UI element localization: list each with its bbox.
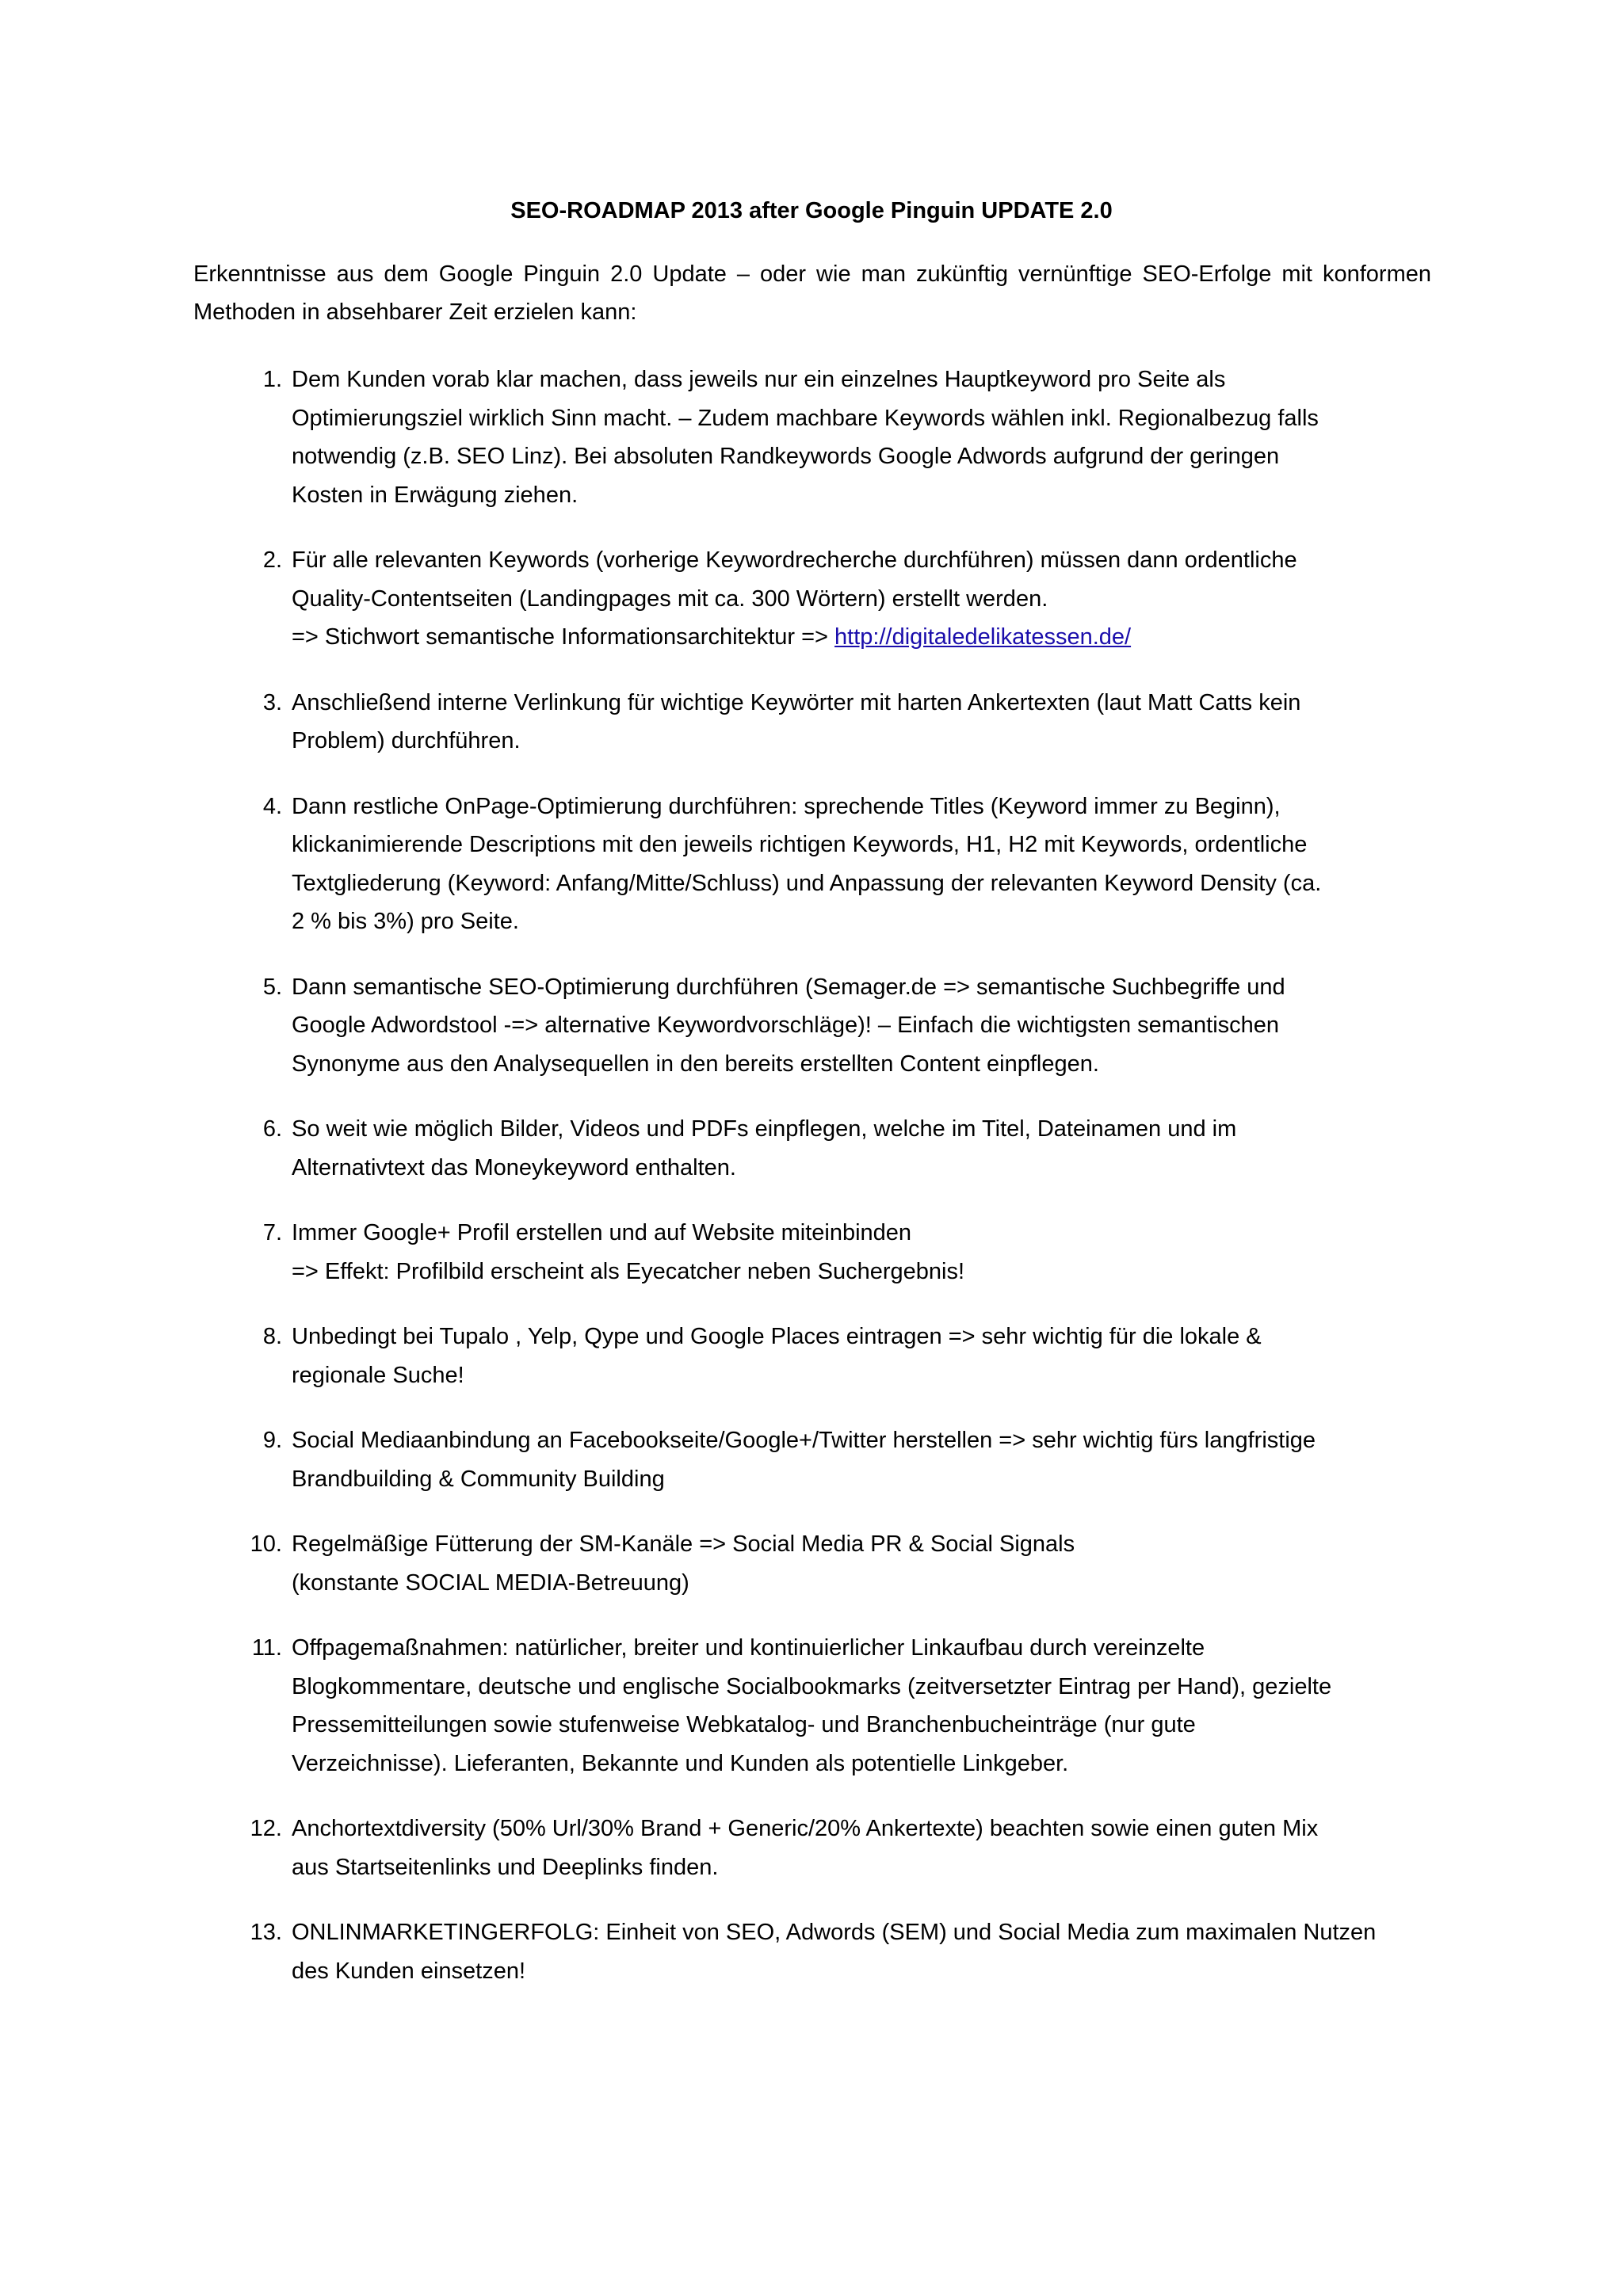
list-item-line <box>292 1564 1431 1603</box>
list-item-line <box>292 360 1431 399</box>
list-item-number: 3. <box>262 689 282 715</box>
list-item-line <box>292 968 1431 1007</box>
list-item-line <box>292 618 1431 657</box>
list-item-text: Social Mediaanbindung an Facebookseite/Google+/Twitter herstellen => sehr wichtig fürs langfristige <box>292 1428 1316 1453</box>
list-item-line <box>292 1045 1431 1084</box>
list-item-line <box>292 476 1431 515</box>
list-item <box>193 1629 1431 1783</box>
list-item-line <box>292 1745 1431 1783</box>
list-item-number: 2. <box>262 547 282 573</box>
list-item-line <box>292 684 1431 723</box>
list-item-text: Immer Google+ Profil erstellen und auf Website miteinbinden <box>292 1220 912 1245</box>
list-item-text: Quality-Contentseiten (Landingpages mit ca. 300 Wörtern) erstellt werden. <box>292 585 1048 612</box>
list-item-text: Brandbuilding & Community Building <box>292 1466 665 1492</box>
list-item <box>193 1110 1431 1187</box>
list-item <box>193 1421 1431 1498</box>
list-item-number: 6. <box>262 1116 282 1142</box>
list-item-text: Dann restliche OnPage-Optimierung durchführen: sprechende Titles (Keyword immer zu Beginn), <box>292 793 1281 819</box>
list-item-text: Anschließend interne Verlinkung für wichtige Keywörter mit harten Ankertexten (laut Matt Catts kein <box>292 689 1301 715</box>
list-item-text: Textgliederung (Keyword: Anfang/Mitte/Schluss) und Anpassung der relevanten Keyword Density (ca. <box>292 870 1322 896</box>
list-item-number: 10. <box>250 1531 282 1557</box>
list-item-number: 4. <box>262 793 282 819</box>
list-item-text: Für alle relevanten Keywords (vorherige Keywordrecherche durchführen) müssen dann ordentliche <box>292 547 1297 573</box>
roadmap-list <box>193 360 1431 2017</box>
list-item-text: => Effekt: Profilbild erscheint als Eyecatcher neben Suchergebnis! <box>292 1258 965 1284</box>
list-item-line <box>292 1525 1431 1564</box>
list-item-number: 11. <box>251 1635 282 1661</box>
list-item-number: 13. <box>250 1920 282 1945</box>
list-item-line <box>292 826 1431 864</box>
list-item <box>193 541 1431 657</box>
list-item-line <box>292 580 1431 619</box>
list-item-text: Unbedingt bei Tupalo , Yelp, Qype und Google Places eintragen => sehr wichtig für die lokale & <box>292 1324 1262 1349</box>
list-item-text: 2 % bis 3%) pro Seite. <box>292 909 519 934</box>
list-item <box>193 1810 1431 1886</box>
list-item-line <box>292 902 1431 941</box>
list-item-number: 5. <box>262 974 282 1000</box>
list-item-number: 9. <box>262 1428 282 1453</box>
list-item-line <box>292 1110 1431 1149</box>
list-item-line <box>292 399 1431 438</box>
list-item-line <box>292 1253 1431 1291</box>
list-item-line <box>292 1006 1431 1045</box>
list-item-text: Pressemitteilungen sowie stufenweise Webkatalog- und Branchenbucheinträge (nur gute <box>292 1712 1196 1737</box>
list-item-text: des Kunden einsetzen! <box>292 1958 526 1984</box>
list-item <box>193 360 1431 514</box>
list-item-text: Synonyme aus den Analysequellen in den bereits erstellten Content einpflegen. <box>292 1051 1099 1077</box>
list-item-text: Dann semantische SEO-Optimierung durchführen (Semager.de => semantische Suchbegriffe und <box>292 974 1285 1000</box>
list-item-line <box>292 1460 1431 1499</box>
list-item-text: aus Startseitenlinks und Deeplinks finden. <box>292 1854 719 1880</box>
list-item-text: regionale Suche! <box>292 1362 464 1388</box>
list-item-text: => Stichwort semantische Informationsarchitektur => <box>292 624 835 650</box>
website-link[interactable]: http://digitaledelikatessen.de/ <box>834 624 1132 650</box>
list-item-line <box>292 788 1431 826</box>
list-item-text: Verzeichnisse). Lieferanten, Bekannte und Kunden als potentielle Linkgeber. <box>292 1750 1069 1776</box>
list-item-text: Dem Kunden vorab klar machen, dass jeweils nur ein einzelnes Hauptkeyword pro Seite als <box>292 367 1226 392</box>
list-item-line <box>292 864 1431 903</box>
list-item <box>193 1913 1431 1990</box>
list-item <box>193 1525 1431 1602</box>
list-item <box>193 684 1431 761</box>
list-item-line <box>292 1629 1431 1668</box>
list-item <box>193 968 1431 1084</box>
list-item-line <box>292 1668 1431 1707</box>
list-item-line <box>292 1214 1431 1253</box>
list-item-text: Blogkommentare, deutsche und englische Socialbookmarks (zeitversetzter Eintrag per Hand), gezielte <box>292 1673 1332 1699</box>
list-item-text: Problem) durchführen. <box>292 728 521 753</box>
list-item-line <box>292 1913 1431 1952</box>
list-item-text: Offpagemaßnahmen: natürlicher, breiter und kontinuierlicher Linkaufbau durch vereinzelte <box>292 1635 1205 1661</box>
list-item <box>193 788 1431 941</box>
list-item-line <box>292 437 1431 476</box>
list-item-text: klickanimierende Descriptions mit den jeweils richtigen Keywords, H1, H2 mit Keywords, ordentliche <box>292 832 1308 857</box>
list-item-line <box>292 1318 1431 1356</box>
list-item-line <box>292 1421 1431 1460</box>
list-item-text: So weit wie möglich Bilder, Videos und PDFs einpflegen, welche im Titel, Dateinamen und im <box>292 1116 1237 1142</box>
list-item-number: 7. <box>262 1220 282 1245</box>
intro-paragraph: Erkenntnisse aus dem Google Pinguin 2.0 Update – oder wie man zukünftig vernünftige SEO-Erfolge mit konformen Methoden in absehbarer Zeit erzielen kann: <box>193 261 1431 325</box>
list-item-line <box>292 1356 1431 1395</box>
list-item-line <box>292 1706 1431 1745</box>
list-item-text: Anchortextdiversity (50% Url/30% Brand + Generic/20% Ankertexte) beachten sowie einen guten Mix <box>292 1816 1319 1841</box>
list-item-line <box>292 1848 1431 1887</box>
list-item-text: Regelmäßige Fütterung der SM-Kanäle => Social Media PR & Social Signals <box>292 1531 1075 1557</box>
list-item-line <box>292 1810 1431 1848</box>
list-item <box>193 1214 1431 1291</box>
list-item-text: Google Adwordstool -=> alternative Keywordvorschläge)! – Einfach die wichtigsten semantischen <box>292 1013 1280 1038</box>
list-item-line <box>292 722 1431 761</box>
list-item <box>193 1318 1431 1394</box>
list-item-line <box>292 1149 1431 1188</box>
list-item-text: ONLINMARKETINGERFOLG: Einheit von SEO, Adwords (SEM) und Social Media zum maximalen Nutzen <box>292 1920 1377 1945</box>
list-item-line <box>292 1952 1431 1991</box>
list-item-number: 12. <box>250 1816 282 1841</box>
list-item-text: notwendig (z.B. SEO Linz). Bei absoluten Randkeywords Google Adwords aufgrund der geringen <box>292 444 1280 469</box>
list-item-text: (konstante SOCIAL MEDIA-Betreuung) <box>292 1569 689 1596</box>
list-item-number: 8. <box>262 1324 282 1349</box>
list-item-number: 1. <box>262 367 282 392</box>
document-title: SEO-ROADMAP 2013 after Google Pinguin UPDATE 2.0 <box>510 198 1113 223</box>
list-item-line <box>292 541 1431 580</box>
list-item-text: Kosten in Erwägung ziehen. <box>292 482 579 508</box>
list-item-text: Optimierungsziel wirklich Sinn macht. – Zudem machbare Keywords wählen inkl. Regionalbezug falls <box>292 405 1319 431</box>
list-item-text: Alternativtext das Moneykeyword enthalten. <box>292 1154 736 1180</box>
